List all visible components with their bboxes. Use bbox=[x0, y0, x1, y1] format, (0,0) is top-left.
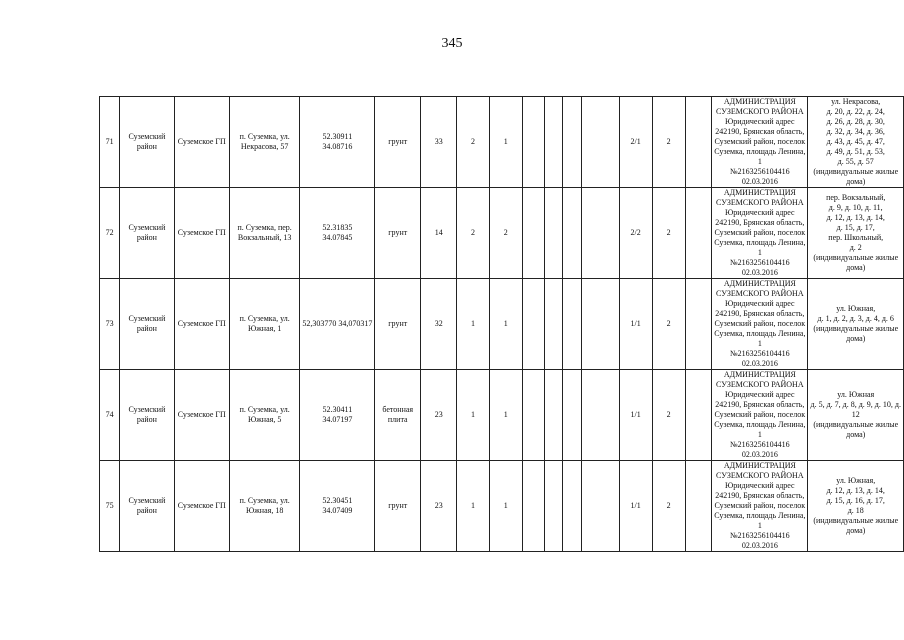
address-cell: п. Суземка, ул. Южная, 1 bbox=[229, 279, 299, 370]
owner-cell bbox=[712, 279, 808, 370]
coord-line: 34.07197 bbox=[322, 415, 353, 424]
served-line: д. 55, д. 57 bbox=[837, 157, 874, 166]
row-number: 74 bbox=[100, 370, 120, 461]
served-line: д. 15, д. 17, bbox=[836, 223, 875, 232]
served-line: дома) bbox=[846, 177, 866, 186]
served-line: дома) bbox=[846, 526, 866, 535]
district-cell: Суземский район bbox=[120, 279, 175, 370]
coord-line: 52.30911 bbox=[322, 132, 353, 141]
empty-cell bbox=[685, 370, 711, 461]
coord-line: 52,303770 34,070317 bbox=[302, 319, 373, 328]
empty-cell bbox=[563, 97, 582, 188]
empty-cell bbox=[685, 279, 711, 370]
owner-line: Суземка, площадь Ленина, bbox=[714, 511, 806, 520]
owner-line: Суземка, площадь Ленина, bbox=[714, 420, 806, 429]
coord-line: 34.07409 bbox=[322, 506, 353, 515]
served-line: д. 20, д. 22, д. 24, bbox=[826, 107, 885, 116]
served-line: пер. Вокзальный, bbox=[826, 193, 886, 202]
count-cell: 2 bbox=[652, 279, 685, 370]
empty-cell bbox=[544, 97, 562, 188]
district-cell: Суземский район bbox=[120, 461, 175, 552]
owner-line: СУЗЕМСКОГО РАЙОНА bbox=[716, 289, 804, 298]
empty-cell bbox=[582, 97, 619, 188]
settlement-cell: Суземское ГП bbox=[174, 370, 229, 461]
count-cell: 1 bbox=[457, 370, 489, 461]
empty-cell bbox=[685, 461, 711, 552]
empty-cell bbox=[522, 370, 544, 461]
served-line: дома) bbox=[846, 263, 866, 272]
served-line: д. 5, д. 7, д. 8, д. 9, д. 10, д. bbox=[810, 400, 901, 409]
district-cell: Суземский район bbox=[120, 370, 175, 461]
district-cell: Суземский район bbox=[120, 97, 175, 188]
row-number: 75 bbox=[100, 461, 120, 552]
served-line: д. 49, д. 51, д. 53, bbox=[826, 147, 885, 156]
owner-line: СУЗЕМСКОГО РАЙОНА bbox=[716, 471, 804, 480]
owner-line: Суземка, площадь Ленина, bbox=[714, 238, 806, 247]
owner-line: Суземский район, поселок bbox=[714, 410, 806, 419]
count-cell: 1 bbox=[457, 461, 489, 552]
surface-cell: бетонная плита bbox=[375, 370, 421, 461]
served-addresses-cell bbox=[808, 188, 904, 279]
district-cell: Суземский район bbox=[120, 188, 175, 279]
owner-line: СУЗЕМСКОГО РАЙОНА bbox=[716, 107, 804, 116]
owner-line: 242190, Брянская область, bbox=[715, 400, 805, 409]
owner-line: 02.03.2016 bbox=[741, 268, 778, 277]
owner-line: Юридический адрес bbox=[725, 481, 795, 490]
table-row bbox=[100, 370, 904, 461]
address-cell: п. Суземка, ул. Некрасова, 57 bbox=[229, 97, 299, 188]
owner-line: Суземский район, поселок bbox=[714, 137, 806, 146]
served-addresses-cell bbox=[808, 370, 904, 461]
served-line: ул. Южная bbox=[837, 390, 875, 399]
served-line: (индивидуальные жилые bbox=[813, 420, 899, 429]
address-cell: п. Суземка, пер. Вокзальный, 13 bbox=[229, 188, 299, 279]
row-number: 73 bbox=[100, 279, 120, 370]
empty-cell bbox=[582, 370, 619, 461]
owner-line: Суземский район, поселок bbox=[714, 501, 806, 510]
empty-cell bbox=[563, 370, 582, 461]
count-cell: 2 bbox=[652, 461, 685, 552]
served-line: д. 15, д. 16, д. 17, bbox=[826, 496, 885, 505]
count-cell: 1 bbox=[457, 279, 489, 370]
settlement-cell: Суземское ГП bbox=[174, 188, 229, 279]
owner-line: 1 bbox=[757, 248, 762, 257]
coord-line: 34.07845 bbox=[322, 233, 353, 242]
ratio-cell: 1/1 bbox=[619, 279, 652, 370]
owner-line: Суземский район, поселок bbox=[714, 228, 806, 237]
settlement-cell: Суземское ГП bbox=[174, 461, 229, 552]
owner-line: Суземский район, поселок bbox=[714, 319, 806, 328]
ratio-cell: 2/2 bbox=[619, 188, 652, 279]
served-line: д. 1, д. 2, д. 3, д. 4, д. 6 bbox=[817, 314, 894, 323]
owner-line: 02.03.2016 bbox=[741, 450, 778, 459]
ratio-cell: 1/1 bbox=[619, 461, 652, 552]
count-cell: 2 bbox=[457, 97, 489, 188]
coords-cell bbox=[300, 97, 375, 188]
empty-cell bbox=[522, 97, 544, 188]
count-cell: 1 bbox=[489, 461, 522, 552]
served-line: д. 18 bbox=[847, 506, 864, 515]
empty-cell bbox=[544, 188, 562, 279]
area-cell: 23 bbox=[421, 461, 457, 552]
table-row bbox=[100, 279, 904, 370]
owner-line: СУЗЕМСКОГО РАЙОНА bbox=[716, 380, 804, 389]
settlement-cell: Суземское ГП bbox=[174, 279, 229, 370]
owner-line: СУЗЕМСКОГО РАЙОНА bbox=[716, 198, 804, 207]
owner-line: №2163256104416 bbox=[730, 258, 790, 267]
empty-cell bbox=[685, 188, 711, 279]
coord-line: 34.08716 bbox=[322, 142, 353, 151]
served-addresses-cell bbox=[808, 97, 904, 188]
owner-line: 242190, Брянская область, bbox=[715, 218, 805, 227]
owner-line: Юридический адрес bbox=[725, 117, 795, 126]
table-row bbox=[100, 188, 904, 279]
row-number: 71 bbox=[100, 97, 120, 188]
empty-cell bbox=[544, 461, 562, 552]
ratio-cell: 2/1 bbox=[619, 97, 652, 188]
address-cell: п. Суземка, ул. Южная, 18 bbox=[229, 461, 299, 552]
owner-line: 02.03.2016 bbox=[741, 177, 778, 186]
owner-line: Суземка, площадь Ленина, bbox=[714, 329, 806, 338]
served-line: д. 26, д. 28, д. 30, bbox=[826, 117, 885, 126]
served-line: 12 bbox=[851, 410, 860, 419]
owner-line: №2163256104416 bbox=[730, 167, 790, 176]
table-body bbox=[100, 97, 904, 552]
owner-line: 02.03.2016 bbox=[741, 541, 778, 550]
count-cell: 1 bbox=[489, 97, 522, 188]
surface-cell: грунт bbox=[375, 97, 421, 188]
served-line: д. 12, д. 13, д. 14, bbox=[826, 213, 885, 222]
owner-line: 1 bbox=[757, 157, 762, 166]
address-cell: п. Суземка, ул. Южная, 5 bbox=[229, 370, 299, 461]
owner-line: №2163256104416 bbox=[730, 440, 790, 449]
served-line: дома) bbox=[846, 430, 866, 439]
owner-cell bbox=[712, 370, 808, 461]
owner-line: АДМИНИСТРАЦИЯ bbox=[723, 97, 796, 106]
served-line: пер. Школьный, bbox=[828, 233, 884, 242]
empty-cell bbox=[685, 97, 711, 188]
owner-line: 1 bbox=[757, 339, 762, 348]
served-line: (индивидуальные жилые bbox=[813, 253, 899, 262]
coords-cell bbox=[300, 461, 375, 552]
owner-cell bbox=[712, 97, 808, 188]
settlement-cell: Суземское ГП bbox=[174, 97, 229, 188]
surface-cell: грунт bbox=[375, 279, 421, 370]
empty-cell bbox=[522, 461, 544, 552]
served-line: ул. Некрасова, bbox=[831, 97, 881, 106]
owner-line: АДМИНИСТРАЦИЯ bbox=[723, 370, 796, 379]
row-number: 72 bbox=[100, 188, 120, 279]
owner-line: АДМИНИСТРАЦИЯ bbox=[723, 279, 796, 288]
empty-cell bbox=[544, 279, 562, 370]
served-line: д. 12, д. 13, д. 14, bbox=[826, 486, 885, 495]
coords-cell bbox=[300, 188, 375, 279]
owner-cell bbox=[712, 188, 808, 279]
area-cell: 14 bbox=[421, 188, 457, 279]
empty-cell bbox=[563, 279, 582, 370]
owner-line: 1 bbox=[757, 430, 762, 439]
surface-cell: грунт bbox=[375, 188, 421, 279]
area-cell: 33 bbox=[421, 97, 457, 188]
served-line: ул. Южная, bbox=[836, 476, 876, 485]
count-cell: 2 bbox=[489, 188, 522, 279]
served-line: ул. Южная, bbox=[836, 304, 876, 313]
page-number: 345 bbox=[441, 36, 463, 51]
count-cell: 2 bbox=[652, 188, 685, 279]
served-line: (индивидуальные жилые bbox=[813, 324, 899, 333]
coord-line: 52.31835 bbox=[322, 223, 353, 232]
served-line: д. 32, д. 34, д. 36, bbox=[826, 127, 885, 136]
surface-cell: грунт bbox=[375, 461, 421, 552]
area-cell: 23 bbox=[421, 370, 457, 461]
owner-line: 02.03.2016 bbox=[741, 359, 778, 368]
served-line: (индивидуальные жилые bbox=[813, 516, 899, 525]
owner-line: 242190, Брянская область, bbox=[715, 127, 805, 136]
count-cell: 1 bbox=[489, 279, 522, 370]
served-line: д. 9, д. 10, д. 11, bbox=[828, 203, 883, 212]
owner-line: 242190, Брянская область, bbox=[715, 491, 805, 500]
served-line: (индивидуальные жилые bbox=[813, 167, 899, 176]
served-line: д. 43, д. 45, д. 47, bbox=[826, 137, 885, 146]
empty-cell bbox=[544, 370, 562, 461]
count-cell: 2 bbox=[652, 370, 685, 461]
owner-line: АДМИНИСТРАЦИЯ bbox=[723, 188, 796, 197]
owner-cell bbox=[712, 461, 808, 552]
coords-cell bbox=[300, 279, 375, 370]
empty-cell bbox=[522, 188, 544, 279]
owner-line: 242190, Брянская область, bbox=[715, 309, 805, 318]
table-row bbox=[100, 97, 904, 188]
empty-cell bbox=[563, 461, 582, 552]
served-addresses-cell bbox=[808, 279, 904, 370]
coord-line: 52.30411 bbox=[322, 405, 353, 414]
owner-line: Юридический адрес bbox=[725, 390, 795, 399]
empty-cell bbox=[582, 461, 619, 552]
owner-line: АДМИНИСТРАЦИЯ bbox=[723, 461, 796, 470]
owner-line: Юридический адрес bbox=[725, 299, 795, 308]
empty-cell bbox=[582, 188, 619, 279]
empty-cell bbox=[582, 279, 619, 370]
served-line: д. 2 bbox=[849, 243, 862, 252]
count-cell: 1 bbox=[489, 370, 522, 461]
coord-line: 52.30451 bbox=[322, 496, 353, 505]
owner-line: 1 bbox=[757, 521, 762, 530]
served-line: дома) bbox=[846, 334, 866, 343]
served-addresses-cell bbox=[808, 461, 904, 552]
owner-line: №2163256104416 bbox=[730, 349, 790, 358]
count-cell: 2 bbox=[652, 97, 685, 188]
coords-cell bbox=[300, 370, 375, 461]
owner-line: №2163256104416 bbox=[730, 531, 790, 540]
owner-line: Суземка, площадь Ленина, bbox=[714, 147, 806, 156]
registry-table bbox=[99, 96, 904, 552]
empty-cell bbox=[522, 279, 544, 370]
empty-cell bbox=[563, 188, 582, 279]
table-row bbox=[100, 461, 904, 552]
owner-line: Юридический адрес bbox=[725, 208, 795, 217]
ratio-cell: 1/1 bbox=[619, 370, 652, 461]
area-cell: 32 bbox=[421, 279, 457, 370]
count-cell: 2 bbox=[457, 188, 489, 279]
